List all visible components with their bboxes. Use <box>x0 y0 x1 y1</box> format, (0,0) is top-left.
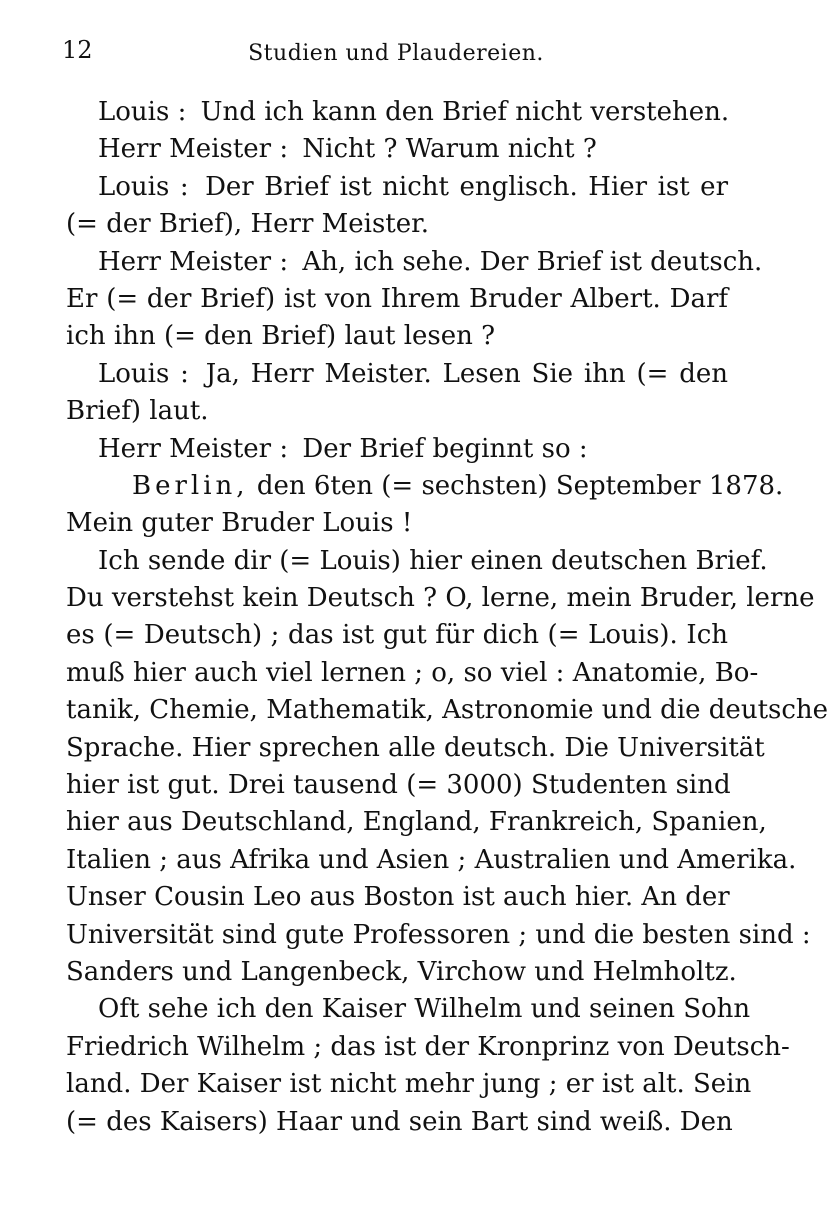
line-text: Nicht ? Warum nicht ? <box>302 134 597 165</box>
line-text: (= des Kaisers) Haar und sein Bart sind weiß. Den <box>66 1106 733 1137</box>
line-text: muß hier auch viel lernen ; o, so viel : Anatomie, Bo- <box>66 657 759 688</box>
text-line <box>66 244 763 281</box>
text-line <box>66 1029 790 1066</box>
page-body-text <box>66 94 828 1141</box>
text-line <box>66 617 728 654</box>
line-text: Der Brief ist nicht englisch. Hier ist er <box>205 171 729 202</box>
line-text: Der Brief beginnt so : <box>302 433 588 464</box>
line-text: Und ich kann den Brief nicht verstehen. <box>200 97 730 127</box>
line-text: Italien ; aus Afrika und Asien ; Australien und Amerika. <box>66 844 797 875</box>
text-line <box>66 879 728 916</box>
line-text: Mein guter Bruder Louis ! <box>66 508 413 539</box>
text-line <box>66 1066 752 1103</box>
spaced-place-name: Berlin, <box>132 470 249 501</box>
text-line <box>66 692 828 729</box>
line-text: (= der Brief), Herr Meister. <box>66 209 429 240</box>
text-line <box>66 94 728 131</box>
line-text: Sprache. Hier sprechen alle deutsch. Die Universität <box>66 732 765 763</box>
text-line <box>66 767 731 804</box>
text-line <box>66 356 728 393</box>
text-line <box>66 917 811 954</box>
line-text: hier ist gut. Drei tausend (= 3000) Studenten sind <box>66 770 731 801</box>
line-text: Brief) laut. <box>66 396 209 427</box>
text-line <box>66 206 728 243</box>
text-line <box>66 543 768 580</box>
line-text: land. Der Kaiser ist nicht mehr jung ; er ist alt. Sein <box>66 1069 752 1100</box>
line-text: Friedrich Wilhelm ; das ist der Kronprinz von Deutsch- <box>66 1031 790 1062</box>
text-line <box>66 281 728 318</box>
text-line <box>66 393 728 430</box>
speaker-label: Louis : <box>98 97 187 127</box>
speaker-label: Louis : <box>98 171 189 202</box>
line-text: ich ihn (= den Brief) laut lesen ? <box>66 321 496 352</box>
text-line <box>66 730 765 767</box>
line-text: tanik, Chemie, Mathematik, Astronomie und die deutsche <box>66 695 828 726</box>
line-text: Ich sende dir (= Louis) hier einen deutschen Brief. <box>98 545 768 576</box>
text-line <box>66 505 728 542</box>
text-line <box>66 1104 733 1141</box>
line-text: Universität sind gute Professoren ; und die besten sind : <box>66 919 811 950</box>
text-line <box>66 131 728 168</box>
text-line <box>66 842 797 879</box>
speaker-label: Louis : <box>98 358 189 389</box>
line-text: Er (= der Brief) ist von Ihrem Bruder Albert. Darf <box>66 283 728 314</box>
text-line <box>66 169 728 206</box>
line-text: Unser Cousin Leo aus Boston ist auch hier. An der <box>66 882 730 913</box>
text-line <box>66 431 728 468</box>
text-line <box>66 954 737 991</box>
text-line <box>66 318 728 355</box>
line-text: Ah, ich sehe. Der Brief ist deutsch. <box>302 246 763 277</box>
running-title: Studien und Plaudereien. <box>248 41 544 66</box>
text-line <box>66 804 767 841</box>
line-text: Sanders und Langenbeck, Virchow und Helmholtz. <box>66 956 737 987</box>
speaker-label: Herr Meister : <box>98 246 289 277</box>
page-number: 12 <box>62 36 93 64</box>
speaker-label: Herr Meister : <box>98 134 289 165</box>
line-text: es (= Deutsch) ; das ist gut für dich (= Louis). Ich <box>66 620 728 651</box>
text-line <box>66 580 815 617</box>
speaker-label: Herr Meister : <box>98 433 289 464</box>
line-text: Du verstehst kein Deutsch ? O, lerne, mein Bruder, lerne <box>66 583 815 614</box>
line-text: Oft sehe ich den Kaiser Wilhelm und seinen Sohn <box>98 994 751 1025</box>
line-text: hier aus Deutschland, England, Frankreich, Spanien, <box>66 807 767 838</box>
text-line <box>66 655 759 692</box>
line-text: den 6ten (= sechsten) September 1878. <box>256 470 784 501</box>
line-text: Ja, Herr Meister. Lesen Sie ihn (= den <box>205 358 728 389</box>
text-line <box>66 991 751 1028</box>
text-line <box>66 468 784 505</box>
